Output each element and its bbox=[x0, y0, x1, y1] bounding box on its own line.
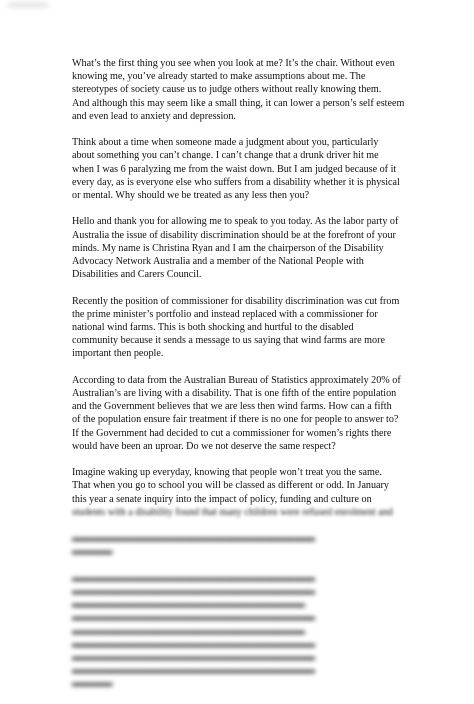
text-line: the prime minister’s portfolio and instead replaced with a commissioner for bbox=[72, 308, 378, 320]
text-line: Australian’s are living with a disability. That is one fifth of the entire population bbox=[72, 388, 397, 400]
paragraph-3 bbox=[72, 215, 408, 281]
text-line: every day, as is everyone else who suffers from a disability whether it is physical bbox=[72, 176, 400, 188]
text-line: What’s the first thing you see when you look at me? It’s the chair. Without even bbox=[72, 58, 395, 69]
paragraph-2 bbox=[72, 136, 408, 202]
obscured-line: ▬▬▬▬▬▬▬▬▬▬▬▬▬▬▬▬▬▬▬▬▬▬▬ bbox=[72, 599, 305, 611]
obscured-line: ▬▬▬▬▬▬▬▬▬▬▬▬▬▬▬▬▬▬▬▬▬▬▬▬ bbox=[72, 638, 315, 650]
text-line: about something you can’t change. I can’t change that a drunk driver hit me bbox=[72, 150, 379, 162]
text-line: If the Government had decided to cut a commissioner for women’s rights there bbox=[72, 427, 392, 439]
obscured-line: ▬▬▬▬▬▬▬▬▬▬▬▬▬▬▬▬▬▬▬▬▬▬▬▬ bbox=[72, 533, 315, 545]
paragraph-1 bbox=[72, 57, 408, 123]
text-line: this year a senate inquiry into the impact of policy, funding and culture on bbox=[72, 493, 372, 505]
text-line: Advocacy Network Australia and a member of the National People with bbox=[72, 256, 364, 268]
text-line: minds. My name is Christina Ryan and I am the chairperson of the Disability bbox=[72, 242, 384, 254]
obscured-line: ▬▬▬▬▬▬▬▬▬▬▬▬▬▬▬▬▬▬▬▬▬▬▬▬ bbox=[72, 586, 315, 598]
obscured-line: ▬▬▬▬▬▬▬▬▬▬▬▬▬▬▬▬▬▬▬▬▬▬▬▬ bbox=[72, 652, 315, 664]
text-line: of the population ensure fair treatment if there is no one for people to answer to? bbox=[72, 414, 399, 426]
text-line: Australia the issue of disability discrimination should be at the forefront of your bbox=[72, 229, 396, 241]
obscured-line: ▬▬▬▬ bbox=[72, 678, 113, 690]
text-line: community because it sends a message to us saying that wind farms are more bbox=[72, 335, 385, 347]
text-line: national wind farms. This is both shocking and hurtful to the disabled bbox=[72, 322, 354, 334]
text-line: According to data from the Australian Bureau of Statistics approximately 20% of bbox=[72, 374, 401, 386]
text-line: and the Government believes that we are less then wind farms. How can a fifth bbox=[72, 401, 392, 413]
text-line: or mental. Why should we be treated as any less then you? bbox=[72, 190, 310, 202]
paragraph-6 bbox=[72, 466, 408, 519]
text-line: students with a disability found that many children were refused enrolment and bbox=[72, 506, 393, 518]
text-line: Disabilities and Carers Council. bbox=[72, 269, 202, 281]
text-line: Hello and thank you for allowing me to speak to you today. As the labor party of bbox=[72, 216, 399, 228]
obscured-line: ▬▬▬▬▬▬▬▬▬▬▬▬▬▬▬▬▬▬▬▬▬▬▬▬ bbox=[72, 665, 315, 677]
text-line: important then people. bbox=[72, 348, 164, 360]
text-line: knowing me, you’ve already started to make assumptions about me. The bbox=[72, 71, 366, 83]
text-line: stereotypes of society cause us to judge others without really knowing them. bbox=[72, 84, 382, 96]
text-line: Think about a time when someone made a judgment about you, particularly bbox=[72, 137, 379, 149]
text-line: That when you go to school you will be classed as different or odd. In January bbox=[72, 480, 389, 492]
paragraph-4 bbox=[72, 295, 408, 361]
obscured-text-region bbox=[72, 532, 408, 690]
text-line: would have been an uproar. Do we not deserve the same respect? bbox=[72, 440, 336, 452]
text-line: Recently the position of commissioner for disability discrimination was cut from bbox=[72, 295, 400, 307]
header-mark bbox=[8, 2, 48, 8]
obscured-paragraph-1 bbox=[72, 532, 408, 558]
obscured-line: ▬▬▬▬▬▬▬▬▬▬▬▬▬▬▬▬▬▬▬▬▬▬▬▬ bbox=[72, 572, 315, 584]
text-line: And although this may seem like a small thing, it can lower a person’s self esteem bbox=[72, 97, 405, 109]
obscured-paragraph-2 bbox=[72, 572, 408, 691]
obscured-line: ▬▬▬▬▬▬▬▬▬▬▬▬▬▬▬▬▬▬▬▬▬▬▬ bbox=[72, 625, 305, 637]
document-body bbox=[72, 57, 408, 704]
text-line: when I was 6 paralyzing me from the waist down. But I am judged because of it bbox=[72, 163, 397, 175]
paragraph-5 bbox=[72, 374, 408, 453]
obscured-line: ▬▬▬▬▬▬▬▬▬▬▬▬▬▬▬▬▬▬▬▬▬▬▬▬ bbox=[72, 612, 315, 624]
obscured-line: ▬▬▬▬ bbox=[72, 546, 113, 558]
text-line: Imagine waking up everyday, knowing that people won’t treat you the same. bbox=[72, 467, 382, 479]
text-line: and even lead to anxiety and depression. bbox=[72, 110, 236, 122]
